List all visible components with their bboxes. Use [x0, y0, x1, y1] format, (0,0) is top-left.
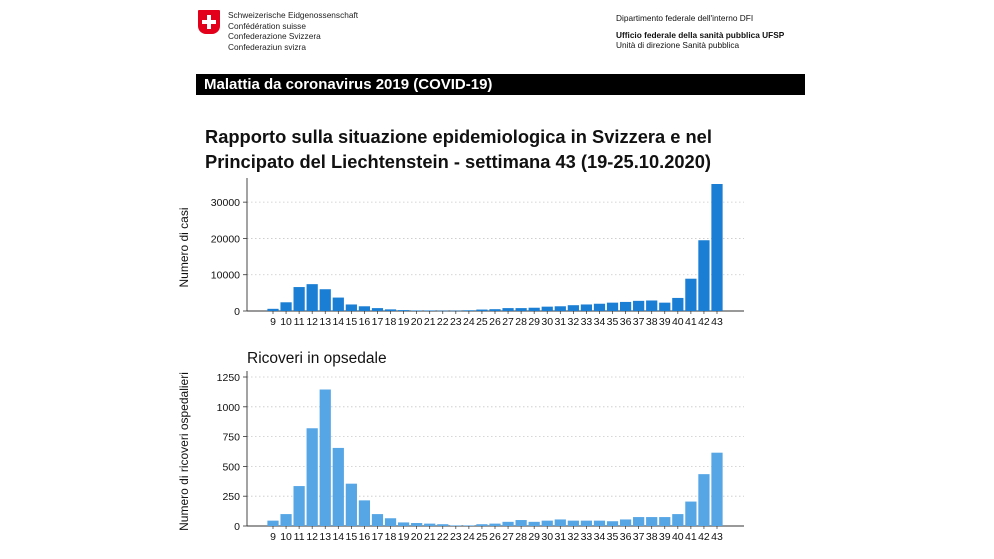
bar — [502, 308, 513, 311]
bar — [411, 523, 422, 526]
bar — [294, 287, 305, 311]
department-name: Dipartimento federale dell'interno DFI — [616, 13, 754, 23]
x-tick-label: 35 — [606, 531, 619, 543]
x-tick-label: 23 — [449, 531, 462, 543]
bar — [437, 524, 448, 526]
bar — [529, 308, 540, 311]
x-tick-label: 43 — [711, 531, 723, 543]
x-tick-label: 27 — [502, 531, 514, 543]
confederation-line-rm: Confederaziun svizra — [228, 41, 306, 52]
bar — [516, 520, 527, 526]
bar — [555, 306, 566, 311]
x-tick-label: 33 — [580, 531, 593, 543]
x-tick-label: 32 — [567, 531, 580, 543]
x-tick-label: 26 — [489, 531, 501, 543]
x-tick-label: 35 — [606, 316, 619, 328]
x-tick-label: 25 — [476, 531, 488, 543]
bar — [685, 279, 696, 311]
x-tick-label: 20 — [410, 316, 423, 328]
bar — [594, 521, 605, 526]
x-tick-label: 16 — [358, 316, 371, 328]
x-tick-label: 38 — [645, 531, 658, 543]
y-axis-title: Numero di ricoveri ospedalieri — [177, 372, 191, 531]
x-tick-label: 39 — [658, 316, 671, 328]
x-tick-label: 40 — [671, 531, 684, 543]
bar — [359, 500, 370, 526]
x-tick-label: 42 — [698, 316, 710, 328]
x-tick-label: 12 — [306, 316, 319, 328]
x-tick-label: 36 — [619, 531, 632, 543]
bar — [646, 517, 657, 526]
x-tick-label: 28 — [515, 531, 527, 543]
x-tick-label: 37 — [632, 531, 645, 543]
y-tick-label: 20000 — [210, 233, 240, 246]
bar — [294, 486, 305, 526]
y-tick-label: 500 — [222, 461, 240, 474]
x-tick-label: 18 — [384, 316, 397, 328]
y-tick-label: 1000 — [216, 401, 240, 414]
bar — [307, 428, 318, 526]
cases-chart — [177, 178, 744, 328]
x-tick-label: 22 — [436, 531, 449, 543]
bar — [698, 240, 709, 311]
bar — [385, 309, 396, 311]
bar — [672, 514, 683, 526]
x-tick-label: 12 — [306, 531, 319, 543]
x-tick-label: 21 — [423, 531, 436, 543]
x-tick-label: 30 — [541, 316, 554, 328]
x-tick-label: 9 — [270, 316, 276, 328]
x-tick-label: 14 — [332, 316, 345, 328]
bar — [620, 519, 631, 526]
y-tick-label: 1250 — [216, 372, 240, 384]
bar — [411, 310, 422, 311]
bar — [280, 302, 291, 311]
bar — [489, 524, 500, 526]
bar — [307, 284, 318, 311]
bar — [372, 514, 383, 526]
x-tick-label: 17 — [371, 316, 384, 328]
x-tick-label: 41 — [685, 316, 697, 328]
x-tick-label: 16 — [358, 531, 371, 543]
bar — [685, 502, 696, 526]
bar — [463, 525, 474, 526]
x-tick-label: 13 — [319, 531, 332, 543]
x-tick-label: 25 — [476, 316, 488, 328]
bar — [607, 521, 618, 526]
bar — [542, 307, 553, 311]
bar — [711, 184, 722, 311]
confederation-line-it: Confederazione Svizzera — [228, 31, 321, 41]
bar — [346, 484, 357, 526]
x-tick-label: 24 — [463, 316, 475, 328]
y-tick-label: 750 — [222, 431, 240, 444]
bar — [698, 474, 709, 526]
bar — [555, 519, 566, 526]
x-tick-label: 27 — [502, 316, 514, 328]
x-tick-label: 37 — [632, 316, 645, 328]
bar — [581, 304, 592, 311]
bar — [633, 517, 644, 526]
x-tick-label: 40 — [671, 316, 684, 328]
x-tick-label: 11 — [293, 531, 305, 543]
x-tick-label: 41 — [685, 531, 697, 543]
bar — [516, 308, 527, 311]
bar — [646, 300, 657, 311]
x-tick-label: 22 — [436, 316, 449, 328]
x-tick-label: 21 — [423, 316, 436, 328]
x-tick-label: 34 — [593, 316, 606, 328]
bar — [385, 518, 396, 526]
bar — [568, 521, 579, 526]
x-tick-label: 11 — [293, 316, 305, 328]
bar — [450, 525, 461, 526]
bar — [463, 310, 474, 311]
bar — [372, 308, 383, 311]
y-tick-label: 0 — [234, 521, 240, 533]
x-tick-label: 33 — [580, 316, 593, 328]
bar — [489, 309, 500, 311]
bar — [267, 309, 278, 311]
bar — [476, 524, 487, 526]
bar — [659, 517, 670, 526]
bar — [711, 453, 722, 526]
y-tick-label: 10000 — [210, 269, 240, 282]
bar — [320, 390, 331, 526]
x-tick-label: 15 — [345, 316, 358, 328]
x-tick-label: 19 — [397, 531, 410, 543]
bar — [320, 289, 331, 311]
bar — [659, 303, 670, 311]
x-tick-label: 26 — [489, 316, 501, 328]
x-tick-label: 36 — [619, 316, 632, 328]
report-title: Rapporto sulla situazione epidemiologica in Svizzera e nel Principato del Liechtenstein - settimana 43 (19-25.10.2020) — [205, 126, 712, 172]
x-tick-label: 17 — [371, 531, 384, 543]
x-tick-label: 32 — [567, 316, 580, 328]
bar — [529, 522, 540, 526]
bar — [542, 521, 553, 526]
y-tick-label: 30000 — [210, 197, 240, 210]
chart-title: Ricoveri in opsedale — [247, 350, 387, 367]
bar — [398, 310, 409, 311]
bar — [607, 303, 618, 311]
bar — [594, 304, 605, 311]
x-tick-label: 24 — [463, 531, 475, 543]
x-tick-label: 29 — [528, 531, 541, 543]
x-tick-label: 30 — [541, 531, 554, 543]
document-banner: Malattia da coronavirus 2019 (COVID-19) — [196, 74, 805, 95]
bar — [398, 522, 409, 526]
bar — [502, 522, 513, 526]
bar — [346, 304, 357, 311]
office-name: Ufficio federale della sanità pubblica UFSP — [616, 29, 785, 40]
bar — [333, 448, 344, 526]
bar — [620, 302, 631, 311]
bar — [672, 298, 683, 311]
x-tick-label: 10 — [280, 316, 292, 328]
x-tick-label: 20 — [410, 531, 423, 543]
x-tick-label: 9 — [270, 531, 276, 543]
confederation-line-fr: Confédération suisse — [228, 20, 306, 31]
y-tick-label: 0 — [234, 306, 240, 318]
x-tick-label: 31 — [554, 531, 567, 543]
x-tick-label: 14 — [332, 531, 345, 543]
x-tick-label: 19 — [397, 316, 410, 328]
x-tick-label: 38 — [645, 316, 658, 328]
x-tick-label: 43 — [711, 316, 723, 328]
bar — [633, 301, 644, 311]
y-axis-title: Numero di casi — [177, 207, 191, 288]
x-tick-label: 42 — [698, 531, 710, 543]
confederation-line-de: Schweizerische Eidgenossenschaft — [228, 10, 359, 20]
hospitalizations-chart — [177, 350, 744, 543]
bar — [568, 305, 579, 311]
x-tick-label: 23 — [449, 316, 462, 328]
x-tick-label: 18 — [384, 531, 397, 543]
bar — [476, 310, 487, 311]
y-tick-label: 250 — [222, 491, 240, 504]
x-tick-label: 15 — [345, 531, 358, 543]
bar — [333, 298, 344, 311]
bar — [581, 521, 592, 526]
x-tick-label: 13 — [319, 316, 332, 328]
bar — [424, 310, 435, 311]
x-tick-label: 10 — [280, 531, 292, 543]
x-tick-label: 34 — [593, 531, 606, 543]
bar — [267, 521, 278, 526]
x-tick-label: 28 — [515, 316, 527, 328]
x-tick-label: 39 — [658, 531, 671, 543]
bar — [359, 306, 370, 311]
bar — [424, 524, 435, 526]
unit-name: Unità di direzione Sanità pubblica — [616, 40, 740, 50]
bar — [280, 514, 291, 526]
x-tick-label: 29 — [528, 316, 541, 328]
x-tick-label: 31 — [554, 316, 567, 328]
